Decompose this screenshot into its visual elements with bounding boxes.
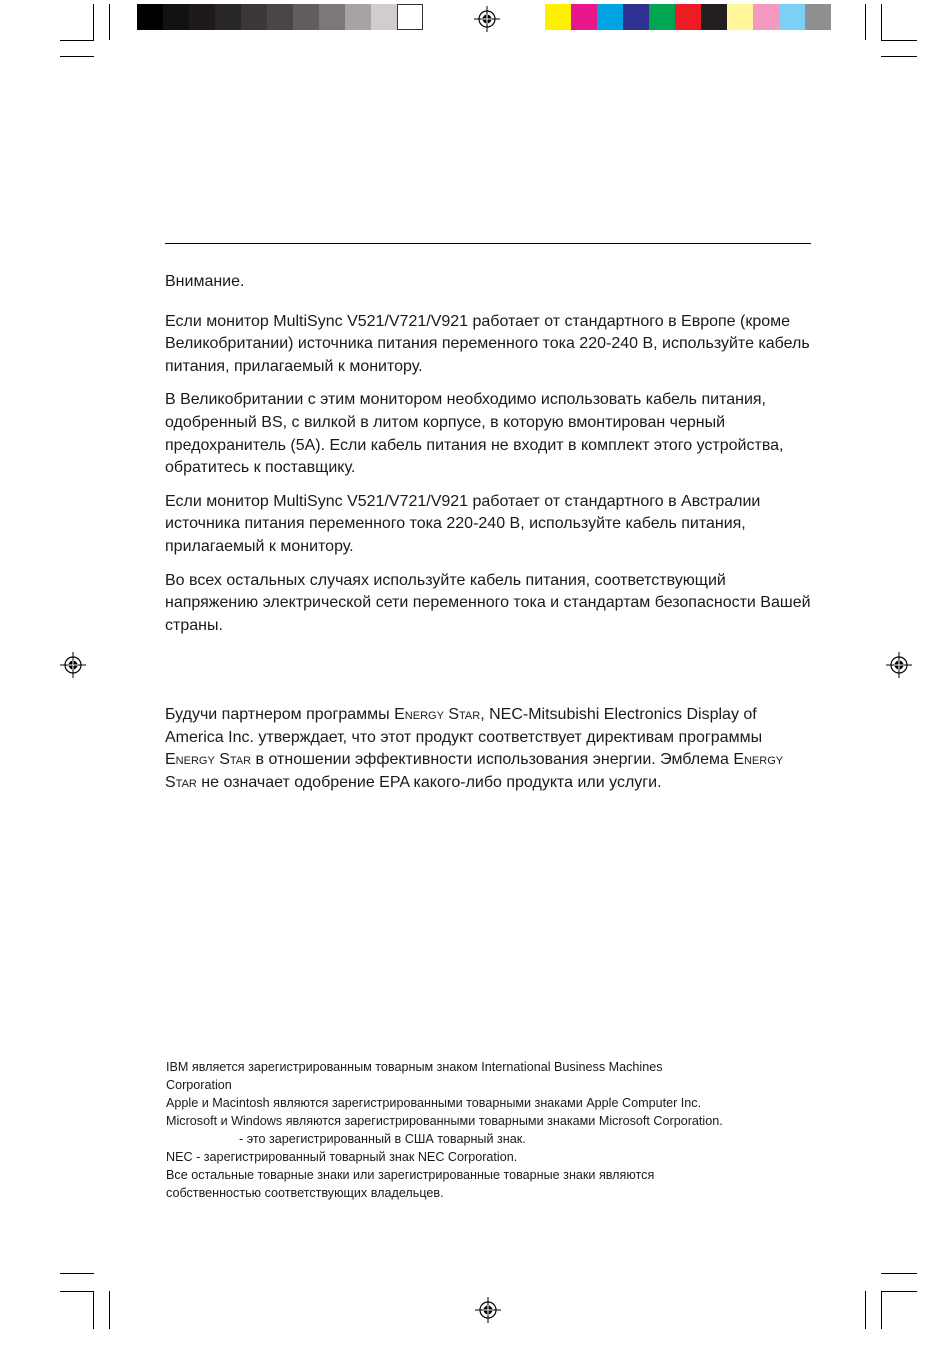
color-swatch bbox=[545, 4, 571, 30]
trademark-line: Microsoft и Windows являются зарегистрированными товарными знаками Microsoft Corporation. bbox=[166, 1114, 723, 1128]
crop-mark bbox=[60, 1291, 94, 1292]
registration-mark-icon bbox=[60, 652, 86, 678]
crop-mark bbox=[881, 1291, 917, 1292]
color-swatch bbox=[571, 4, 597, 30]
color-swatch bbox=[753, 4, 779, 30]
registration-mark-icon bbox=[474, 6, 500, 32]
crop-mark bbox=[109, 1291, 110, 1329]
crop-mark bbox=[109, 4, 110, 40]
crop-mark bbox=[881, 1273, 917, 1274]
trademark-line: Все остальные товарные знаки или зарегистрированные товарные знаки являются bbox=[166, 1168, 655, 1182]
crop-mark bbox=[60, 56, 94, 57]
color-swatch bbox=[293, 4, 319, 30]
energy-text: в отношении эффективности использования энергии. Эмблема bbox=[251, 751, 734, 769]
crop-mark bbox=[881, 40, 917, 41]
trademark-line: собственностью соответствующих владельцев. bbox=[166, 1186, 444, 1200]
trademark-line: IBM является зарегистрированным товарным знаком International Business Machines bbox=[166, 1060, 663, 1074]
color-swatch bbox=[701, 4, 727, 30]
notice-europe: Если монитор MultiSync V521/V721/V921 работает от стандартного в Европе (кроме Великобритании) источника питания переменного тока 220-240 В, используйте кабель питания, прилагаемый к монитору. bbox=[165, 312, 810, 375]
crop-mark bbox=[881, 4, 882, 40]
crop-mark bbox=[60, 40, 94, 41]
notice-uk: В Великобритании с этим монитором необходимо использовать кабель питания, одобренный BS, с вилкой в литом корпусе, в которую вмонтирован черный предохранитель (5А). Если кабель питания не входит в комплект этого устройства, обратитесь к поставщику. bbox=[165, 391, 784, 477]
energy-star-statement bbox=[165, 704, 805, 794]
trademark-line: Apple и Macintosh являются зарегистрированными товарными знаками Apple Computer Inc. bbox=[166, 1096, 702, 1110]
crop-mark bbox=[881, 56, 917, 57]
energy-star-paragraph bbox=[165, 704, 805, 794]
crop-mark bbox=[881, 1291, 882, 1329]
grayscale-color-bar bbox=[137, 4, 423, 30]
color-swatch bbox=[623, 4, 649, 30]
color-swatch bbox=[215, 4, 241, 30]
crop-mark bbox=[93, 1291, 94, 1329]
energy-text: не означает одобрение EPA какого-либо продукта или услуги. bbox=[196, 773, 662, 791]
color-swatch bbox=[163, 4, 189, 30]
crop-mark bbox=[60, 1273, 94, 1274]
color-swatch bbox=[267, 4, 293, 30]
color-swatch bbox=[727, 4, 753, 30]
color-swatch bbox=[397, 4, 423, 30]
notice-heading: Внимание. bbox=[165, 273, 245, 290]
notice-australia: Если монитор MultiSync V521/V721/V921 работает от стандартного в Австралии источника питания переменного тока 220-240 В, используйте кабель питания, прилагаемый к монитору. bbox=[165, 492, 761, 555]
notice-other: Во всех остальных случаях используйте кабель питания, соответствующий напряжению электрической сети переменного тока и стандартам безопасности Вашей страны. bbox=[165, 571, 811, 634]
color-swatch bbox=[779, 4, 805, 30]
energy-star-brand: Energy Star bbox=[165, 751, 252, 769]
trademark-line: Corporation bbox=[166, 1078, 232, 1092]
trademark-notices bbox=[166, 1058, 826, 1202]
energy-star-brand: Energy Star bbox=[394, 706, 481, 723]
energy-text: , NEC-Mitsubishi Electronics Display of America Inc. утверждает, что этот продукт соответствует директивам программы bbox=[165, 706, 763, 746]
energy-text: Будучи партнером программы bbox=[165, 706, 395, 723]
color-swatch bbox=[241, 4, 267, 30]
trademark-line: NEC - зарегистрированный товарный знак NEC Corporation. bbox=[166, 1150, 518, 1164]
trademark-line: - это зарегистрированный в США товарный знак. bbox=[239, 1132, 526, 1146]
crop-mark bbox=[865, 4, 866, 40]
registration-mark-icon bbox=[886, 652, 912, 678]
energy-star-brand: Energy Star bbox=[165, 751, 784, 791]
power-cable-notice bbox=[165, 271, 815, 637]
color-swatch bbox=[805, 4, 831, 30]
color-swatch bbox=[675, 4, 701, 30]
section-divider bbox=[165, 243, 811, 244]
registration-mark-icon bbox=[475, 1297, 501, 1323]
color-swatch bbox=[189, 4, 215, 30]
color-swatch bbox=[371, 4, 397, 30]
color-swatch bbox=[319, 4, 345, 30]
crop-mark bbox=[865, 1291, 866, 1329]
color-swatch bbox=[649, 4, 675, 30]
process-color-bar bbox=[545, 4, 831, 30]
color-swatch bbox=[597, 4, 623, 30]
color-swatch bbox=[345, 4, 371, 30]
color-swatch bbox=[137, 4, 163, 30]
crop-mark bbox=[93, 4, 94, 40]
